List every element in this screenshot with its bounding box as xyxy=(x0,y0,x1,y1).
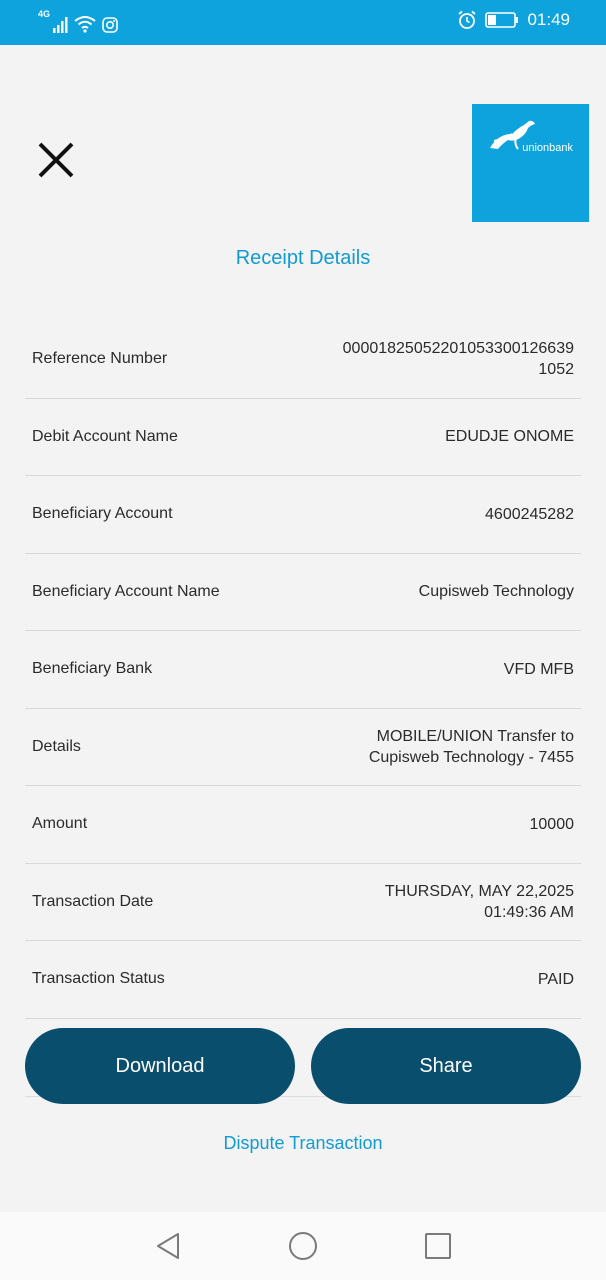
detail-row-beneficiary-account xyxy=(25,476,581,554)
row-value-line: 1052 xyxy=(538,361,574,379)
status-bar xyxy=(0,0,606,45)
row-label: Transaction Status xyxy=(32,970,165,988)
home-icon xyxy=(287,1230,319,1262)
detail-row-transaction-date xyxy=(25,864,581,942)
row-label: Beneficiary Account xyxy=(32,505,173,523)
status-left xyxy=(38,10,118,33)
row-value xyxy=(385,881,574,923)
row-label: Transaction Date xyxy=(32,892,154,910)
detail-row-transaction-status xyxy=(25,941,581,1019)
unionbank-logo xyxy=(472,104,589,222)
row-value xyxy=(538,969,574,990)
share-button[interactable]: Share xyxy=(311,1028,581,1104)
back-button[interactable] xyxy=(153,1230,185,1262)
row-label: Debit Account Name xyxy=(32,427,178,445)
row-value xyxy=(485,504,574,525)
home-button[interactable] xyxy=(287,1230,319,1262)
detail-row-reference-number xyxy=(25,321,581,399)
dispute-transaction-link[interactable]: Dispute Transaction xyxy=(223,1133,383,1153)
detail-row-beneficiary-account-name xyxy=(25,554,581,632)
wifi-icon xyxy=(74,15,96,33)
row-label: Amount xyxy=(32,815,88,833)
row-value xyxy=(530,814,575,835)
detail-row-beneficiary-bank xyxy=(25,631,581,709)
row-value xyxy=(369,726,574,768)
detail-row-debit-account-name xyxy=(25,399,581,477)
row-value-line: Cupisweb Technology - 7455 xyxy=(368,748,574,766)
row-value-line: EDUDJE ONOME xyxy=(445,428,574,446)
row-value-line: PAID xyxy=(537,970,574,988)
recents-button[interactable] xyxy=(422,1230,454,1262)
status-right xyxy=(457,10,570,30)
row-value-line: 00001825052201053300126639 xyxy=(342,340,574,358)
navigation-bar xyxy=(0,1212,606,1280)
row-value-line: VFD MFB xyxy=(503,660,574,678)
instagram-icon xyxy=(102,17,118,33)
row-value-line: MOBILE/UNION Transfer to xyxy=(376,727,574,745)
close-icon xyxy=(36,140,76,180)
row-label: Beneficiary Bank xyxy=(32,660,153,678)
clock: 01:49 xyxy=(527,10,570,29)
row-label: Reference Number xyxy=(32,350,168,368)
row-value-line: 10000 xyxy=(529,815,574,833)
row-value-line: 01:49:36 AM xyxy=(484,903,574,921)
close-button[interactable] xyxy=(36,140,76,180)
detail-row-amount xyxy=(25,786,581,864)
detail-row-details xyxy=(25,709,581,787)
download-button[interactable]: Download xyxy=(25,1028,295,1104)
back-icon xyxy=(153,1230,185,1262)
row-label: Details xyxy=(32,737,81,755)
row-label: Beneficiary Account Name xyxy=(32,582,220,600)
row-value-line: THURSDAY, MAY 22,2025 xyxy=(384,882,574,900)
battery-icon xyxy=(485,12,519,28)
receipt-details-list xyxy=(25,321,581,1019)
row-value-line: 4600245282 xyxy=(485,505,574,523)
row-value xyxy=(343,338,574,380)
logo-text: unionbank xyxy=(522,142,573,154)
row-value xyxy=(419,581,574,602)
row-value-line: Cupisweb Technology xyxy=(418,583,574,601)
alarm-icon xyxy=(457,10,477,30)
recents-icon xyxy=(422,1230,454,1262)
network-type: 4G xyxy=(38,9,51,19)
row-value xyxy=(504,659,574,680)
page-title: Receipt Details xyxy=(235,247,371,269)
signal-icon xyxy=(52,17,68,33)
row-value xyxy=(445,426,574,447)
